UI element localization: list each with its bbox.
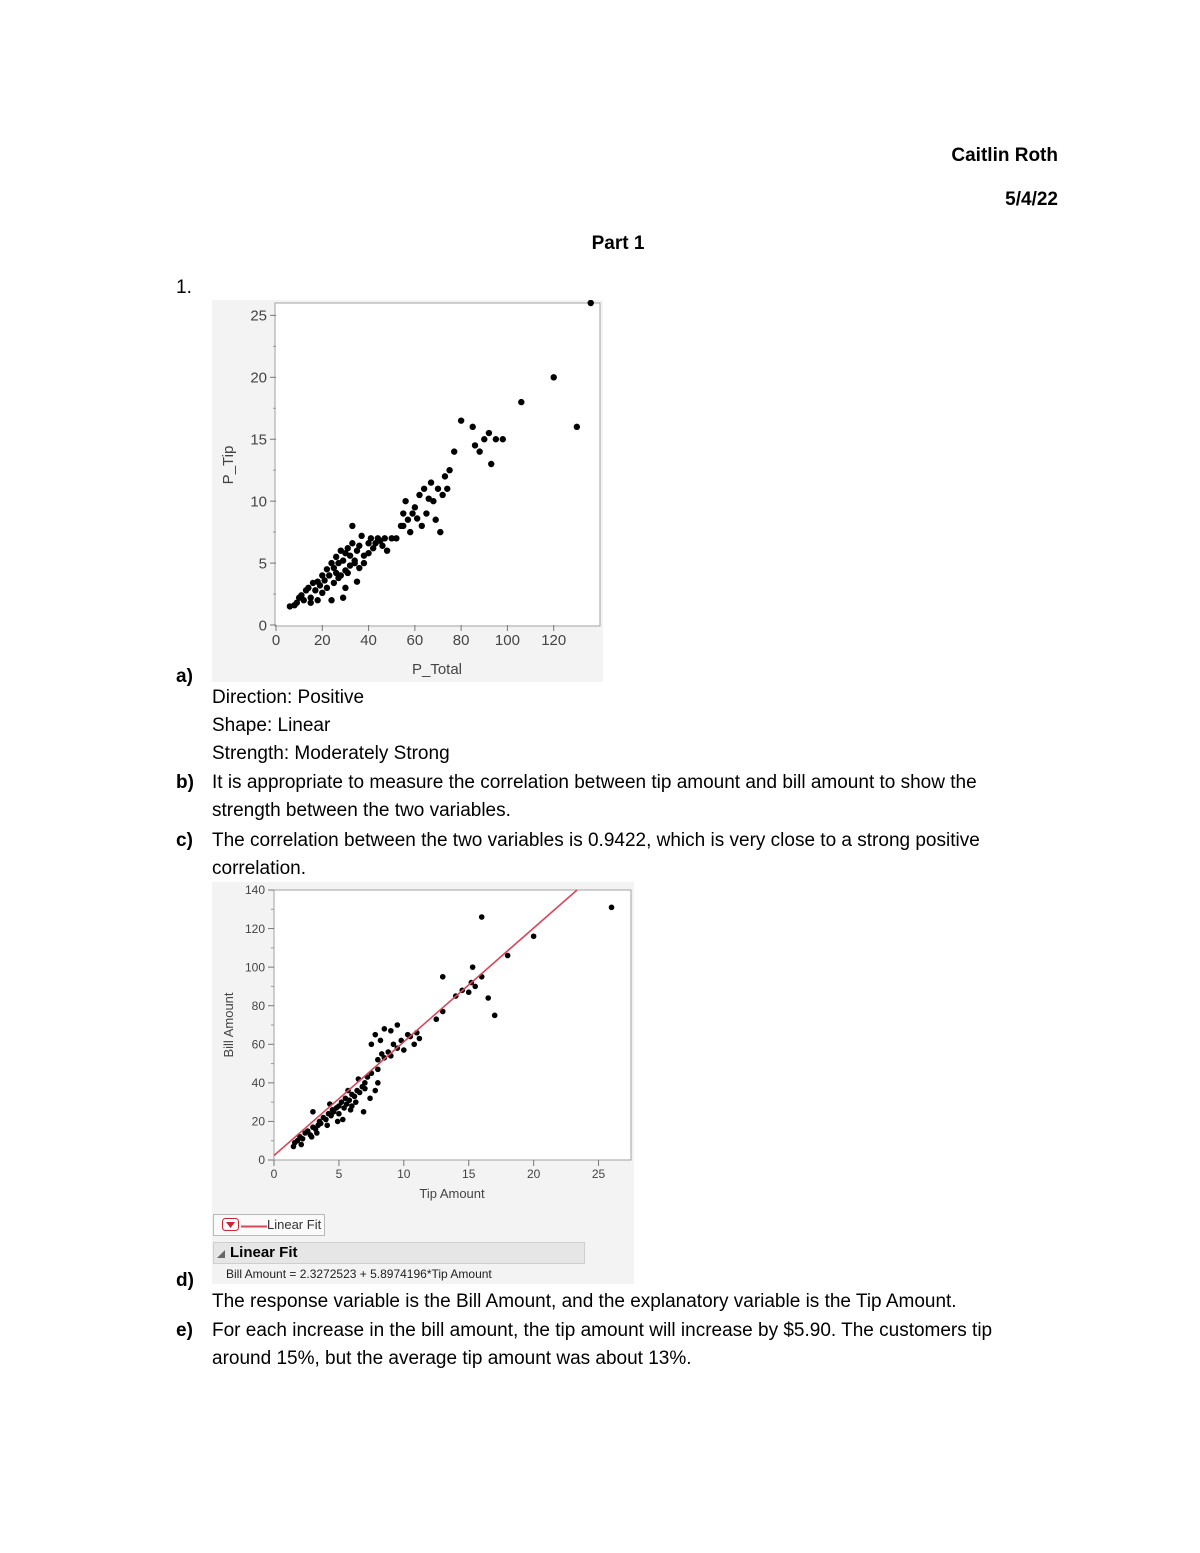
- chart-2-point: [505, 953, 511, 959]
- chart-1-point: [340, 557, 346, 563]
- chart-1-point: [493, 436, 499, 442]
- chart-1-y-tick-label-0: 0: [258, 617, 267, 635]
- chart-1-y-tick-label-4: 20: [250, 369, 267, 387]
- chart-1-point: [301, 597, 307, 603]
- chart-1-point: [458, 417, 464, 423]
- answer-d-line-1: The response variable is the Bill Amount, and the explanatory variable is the Tip Amount.: [212, 1291, 957, 1312]
- chart-2-point: [375, 1067, 381, 1073]
- chart-2-x-axis-label: Tip Amount: [419, 1186, 485, 1201]
- chart-1-point: [488, 461, 494, 467]
- chart-1-point: [328, 597, 334, 603]
- chart-2-x-tick-label-4: 20: [526, 1167, 541, 1181]
- chart-1-point: [407, 529, 413, 535]
- chart-2-point: [388, 1028, 394, 1034]
- chart-1-y-axis-label: P_Tip: [220, 445, 237, 485]
- chart-2-point: [372, 1032, 378, 1038]
- chart-1-point: [351, 557, 357, 563]
- chart-1-point: [349, 523, 355, 529]
- chart-1-point: [402, 498, 408, 504]
- chart-2-y-tick-label-1: 20: [251, 1114, 265, 1129]
- chart-2-point: [324, 1122, 330, 1128]
- answer-c-label: c): [176, 830, 193, 851]
- chart-1-point: [335, 575, 341, 581]
- chart-1-x-axis-label: P_Total: [411, 661, 463, 678]
- chart-1-point: [486, 430, 492, 436]
- red-triangle-menu-icon[interactable]: [222, 1218, 240, 1232]
- answer-b-line-1: It is appropriate to measure the correlation between tip amount and bill amount to show the: [212, 772, 977, 793]
- chart-1-point: [423, 510, 429, 516]
- linear-fit-legend-label: Linear Fit: [267, 1217, 322, 1232]
- chart-2-point: [336, 1111, 342, 1117]
- chart-2-point: [433, 1016, 439, 1022]
- chart-1-point: [340, 595, 346, 601]
- answer-a-direction: Direction: Positive: [212, 687, 365, 708]
- fit-line-swatch-icon: [241, 1225, 267, 1228]
- chart-2-point: [531, 933, 537, 939]
- chart-2-point: [361, 1109, 367, 1115]
- chart-1-point: [345, 570, 351, 576]
- chart-1-point: [345, 545, 351, 551]
- chart-1-point: [347, 562, 353, 568]
- chart-2-point: [298, 1142, 304, 1148]
- chart-2-x-tick-label-3: 15: [462, 1167, 476, 1181]
- chart-1-point: [356, 543, 362, 549]
- chart-1-point: [472, 442, 478, 448]
- chart-2-x-tick-label-0: 0: [270, 1167, 278, 1181]
- chart-1-point: [437, 529, 443, 535]
- chart-2-point: [362, 1086, 368, 1092]
- chart-2-x-tick-label-5: 25: [591, 1167, 606, 1181]
- answer-e-line-2: around 15%, but the average tip amount was about 13%.: [212, 1348, 692, 1369]
- chart-1-point: [409, 510, 415, 516]
- chart-1-point: [324, 585, 330, 591]
- chart-2-point: [309, 1134, 315, 1140]
- page-title: Part 1: [591, 233, 645, 254]
- chart-1-point: [416, 492, 422, 498]
- chart-2-point: [378, 1038, 384, 1044]
- chart-1-point: [444, 486, 450, 492]
- chart-1-point: [319, 590, 325, 596]
- chart-2-y-tick-label-4: 80: [251, 998, 265, 1013]
- chart-2-point: [348, 1107, 354, 1113]
- chart-1-point: [326, 572, 332, 578]
- chart-2-scatter-with-fit: [212, 882, 634, 1208]
- answer-e-line-1: For each increase in the bill amount, the tip amount will increase by $5.90. The customers tip: [212, 1320, 993, 1341]
- chart-2-y-tick-label-0: 0: [258, 1153, 265, 1168]
- chart-1-point: [476, 448, 482, 454]
- chart-1-x-tick-label-1: 20: [313, 632, 331, 649]
- chart-1-point: [451, 448, 457, 454]
- answer-a-strength: Strength: Moderately Strong: [212, 743, 450, 764]
- author-name: Caitlin Roth: [951, 145, 1058, 166]
- chart-2-point: [335, 1119, 341, 1125]
- chart-1-point: [358, 533, 364, 539]
- answer-a-shape: Shape: Linear: [212, 715, 331, 736]
- chart-2-point: [401, 1047, 407, 1053]
- chart-1-point: [551, 374, 557, 380]
- chart-2-y-tick-label-6: 120: [244, 921, 265, 936]
- chart-1-point: [393, 535, 399, 541]
- chart-1-point: [361, 560, 367, 566]
- chart-1-point: [384, 547, 390, 553]
- chart-2-point: [382, 1026, 388, 1032]
- chart-1-point: [428, 479, 434, 485]
- chart-2-point: [346, 1097, 352, 1103]
- chart-2-point: [310, 1109, 316, 1115]
- chart-2-point: [375, 1057, 381, 1063]
- chart-2-point: [492, 1013, 498, 1019]
- chart-1-point: [331, 580, 337, 586]
- chart-2-point: [357, 1090, 363, 1096]
- chart-1-point: [470, 424, 476, 430]
- chart-1-point: [400, 510, 406, 516]
- chart-2-point: [417, 1036, 423, 1042]
- chart-1-x-tick-label-4: 80: [452, 632, 470, 649]
- document-date: 5/4/22: [1005, 189, 1058, 210]
- chart-1-point: [419, 523, 425, 529]
- answer-d-label: d): [176, 1270, 194, 1291]
- chart-1-point: [412, 504, 418, 510]
- chart-1-x-tick-label-3: 60: [406, 632, 424, 649]
- linear-fit-header-text: Linear Fit: [230, 1244, 298, 1261]
- chart-2-point: [340, 1117, 346, 1123]
- answer-e-label: e): [176, 1320, 193, 1341]
- chart-2-point: [466, 989, 472, 995]
- chart-1-x-tick-label-2: 40: [360, 632, 377, 649]
- chart-2-point: [314, 1130, 320, 1136]
- chart-1-x-tick-label-0: 0: [271, 632, 281, 649]
- chart-1-point: [333, 554, 339, 560]
- chart-2-point: [323, 1117, 329, 1123]
- chart-2-point: [479, 914, 485, 920]
- chart-1-x-tick-label-6: 120: [541, 632, 567, 649]
- chart-1-point: [365, 550, 371, 556]
- answer-a-label: a): [176, 666, 193, 687]
- chart-1-point: [324, 566, 330, 572]
- chart-1-point: [421, 486, 427, 492]
- chart-2-x-tick-label-1: 5: [335, 1167, 343, 1181]
- chart-1-point: [500, 436, 506, 442]
- chart-1-y-tick-label-1: 5: [258, 555, 267, 573]
- chart-1-point: [432, 517, 438, 523]
- chart-1-point: [481, 436, 487, 442]
- chart-1-point: [588, 300, 594, 306]
- linear-fit-legend-button[interactable]: [213, 1214, 325, 1236]
- chart-2-x-tick-label-2: 10: [397, 1167, 411, 1181]
- chart-1-point: [356, 565, 362, 571]
- chart-2-point: [369, 1041, 375, 1047]
- chart-1-point: [347, 552, 353, 558]
- question-number: 1.: [176, 277, 192, 298]
- chart-1-point: [405, 517, 411, 523]
- chart-2-point: [440, 974, 446, 980]
- chart-1-point: [400, 523, 406, 529]
- chart-1-point: [305, 585, 311, 591]
- chart-1-point: [382, 535, 388, 541]
- chart-2-point: [352, 1094, 358, 1100]
- chart-1-point: [442, 473, 448, 479]
- chart-1-point: [312, 587, 318, 593]
- chart-1-y-tick-label-5: 25: [250, 307, 267, 325]
- chart-2-y-tick-label-2: 40: [251, 1076, 265, 1091]
- chart-1-point: [354, 578, 360, 584]
- chart-2-point: [411, 1041, 417, 1047]
- linear-fit-section-header[interactable]: [213, 1242, 585, 1264]
- chart-1-y-tick-label-3: 15: [250, 431, 267, 449]
- chart-1-point: [317, 582, 323, 588]
- chart-2-point: [485, 995, 491, 1001]
- chart-1-point: [321, 577, 327, 583]
- chart-1-point: [314, 597, 320, 603]
- answer-c-line-1: The correlation between the two variables is 0.9422, which is very close to a strong positive: [212, 830, 980, 851]
- chart-1-y-tick-label-2: 10: [250, 493, 267, 511]
- chart-1-point: [342, 585, 348, 591]
- chart-1-point: [308, 600, 314, 606]
- chart-1-point: [372, 540, 378, 546]
- chart-1-point: [518, 399, 524, 405]
- chart-2-y-tick-label-3: 60: [251, 1037, 265, 1052]
- chart-1-point: [446, 467, 452, 473]
- answer-c-line-2: correlation.: [212, 858, 306, 879]
- chart-2-point: [609, 905, 615, 911]
- chart-2-point: [375, 1080, 381, 1086]
- answer-b-label: b): [176, 772, 194, 793]
- chart-2-point: [362, 1080, 368, 1086]
- chart-1-point: [349, 540, 355, 546]
- chart-1-point: [574, 424, 580, 430]
- chart-1-point: [414, 515, 420, 521]
- chart-2-point: [372, 1088, 378, 1094]
- chart-2-y-tick-label-5: 100: [244, 960, 265, 975]
- chart-2-y-axis-label: Bill Amount: [221, 992, 236, 1058]
- chart-1-scatter: [212, 300, 603, 682]
- chart-1-point: [430, 498, 436, 504]
- answer-b-line-2: strength between the two variables.: [212, 800, 511, 821]
- chart-2-point: [470, 964, 476, 970]
- chart-2-point: [318, 1121, 324, 1127]
- chart-1-point: [439, 492, 445, 498]
- disclosure-triangle-icon[interactable]: [216, 1249, 226, 1259]
- chart-1-point: [368, 535, 374, 541]
- chart-1-point: [435, 486, 441, 492]
- chart-2-point: [367, 1095, 373, 1101]
- chart-2-y-tick-label-7: 140: [244, 883, 265, 898]
- chart-2-point: [353, 1099, 359, 1105]
- chart-2-point: [395, 1022, 401, 1028]
- chart-1-x-tick-label-5: 100: [494, 632, 520, 649]
- linear-fit-equation: Bill Amount = 2.3272523 + 5.8974196*Tip Amount: [226, 1267, 492, 1281]
- chart-2-point: [300, 1136, 306, 1142]
